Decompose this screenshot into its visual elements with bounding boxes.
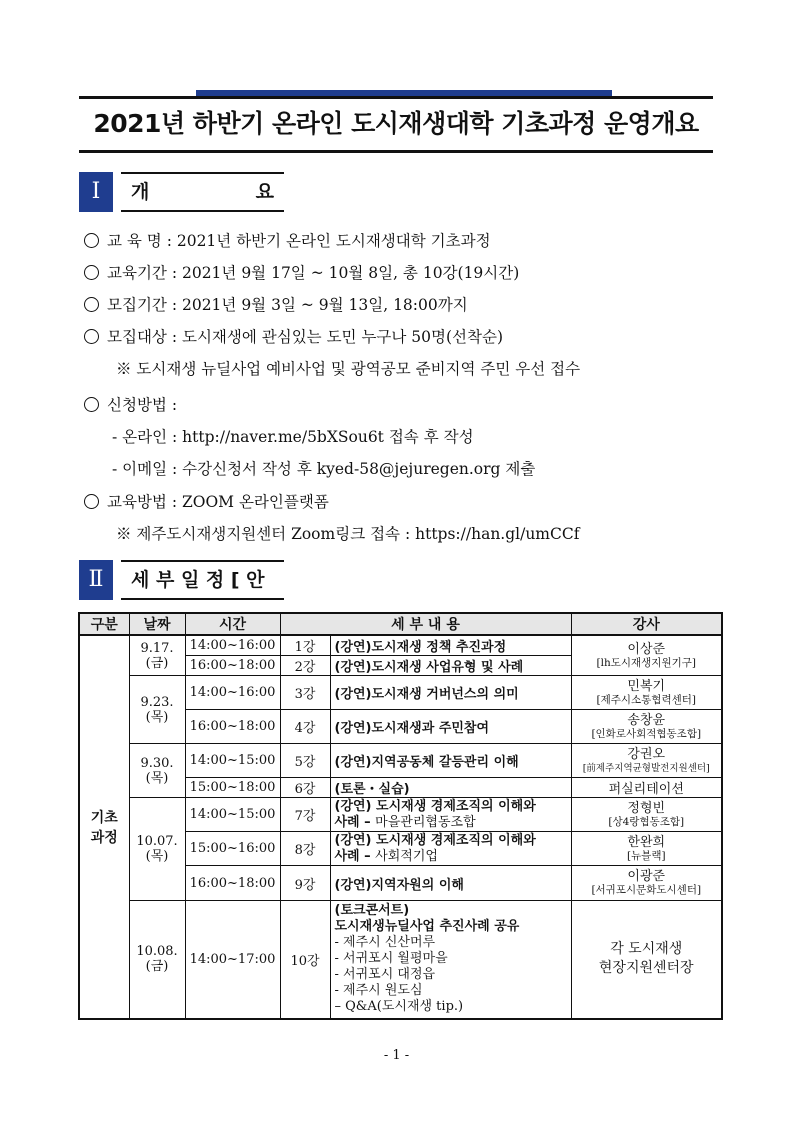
date-cell	[129, 635, 185, 676]
circle-bullet-icon	[84, 233, 99, 248]
lecturer-cell	[571, 744, 722, 778]
section-2-bottom-rule	[121, 598, 284, 600]
circle-bullet-icon	[84, 329, 99, 344]
overview-note-priority: ※ 도시재생 뉴딜사업 예비사업 및 광역공모 준비지역 주민 우선 접수	[116, 360, 581, 378]
content-cell: (토론・실습)	[330, 778, 571, 798]
header-category: 구분	[79, 613, 129, 635]
circle-bullet-icon	[84, 397, 99, 412]
lecture-no-cell: 8강	[280, 832, 330, 866]
content-item: - 서귀포시 대정읍	[334, 967, 436, 983]
overview-recruit-period-text: 모집기간 : 2021년 9월 3일 ~ 9월 13일, 18:00까지	[107, 296, 468, 314]
section-1-number: Ⅰ	[79, 172, 113, 212]
content-item: – Q&A(도시재생 tip.)	[334, 999, 464, 1015]
document-title: 2021년 하반기 온라인 도시재생대학 기초과정 운영개요	[93, 109, 699, 138]
header-lecturer: 강사	[571, 613, 722, 635]
overview-email-apply: - 이메일 : 수강신청서 작성 후 kyed-58@jejuregen.org 제출	[112, 460, 536, 478]
date-value: 9.23.	[140, 694, 174, 710]
overview-recruit-period	[84, 293, 468, 315]
date-value: 9.30.	[140, 755, 174, 771]
lecturer-name: 현장지원센터장	[598, 960, 694, 977]
content-cell: (강연)지역공동체 갈등관리 이해	[330, 744, 571, 778]
content-cell: (강연)지역자원의 이해	[330, 866, 571, 901]
overview-period-text: 교육기간 : 2021년 9월 17일 ~ 10월 8일, 총 10강(19시간)	[107, 264, 520, 282]
lecture-no-cell: 7강	[280, 798, 330, 832]
circle-bullet-icon	[84, 494, 99, 509]
title-bottom-rule	[79, 150, 713, 153]
lecture-no-cell: 2강	[280, 656, 330, 676]
page-number: - 1 -	[383, 1048, 410, 1063]
content-line: (강연) 도시재생 경제조직의 이해와	[334, 832, 536, 848]
time-cell: 15:00~16:00	[185, 832, 280, 866]
lecturer-org: [前제주지역균형발전지원센터]	[582, 762, 710, 774]
lecturer-cell	[571, 798, 722, 832]
section-2-title: 세 부 일 정 [ 안	[131, 569, 265, 591]
overview-apply-method-text: 신청방법 :	[107, 396, 178, 414]
day-value: (목)	[145, 849, 169, 864]
time-cell: 14:00~15:00	[185, 744, 280, 778]
content-cell: (강연)도시재생 사업유형 및 사례	[330, 656, 571, 676]
lecturer-name: 이상준	[627, 641, 666, 657]
content-line: 사례 –	[334, 848, 376, 864]
section-1-title-char-1: 개	[131, 181, 150, 203]
lecturer-cell	[571, 901, 722, 1019]
lecturer-cell: 퍼실리테이션	[571, 778, 722, 798]
content-cell: (강연)도시재생 정책 추진과정	[330, 635, 571, 656]
lecture-no-cell: 9강	[280, 866, 330, 901]
time-cell: 14:00~15:00	[185, 798, 280, 832]
lecturer-cell	[571, 635, 722, 676]
date-value: 9.17.	[140, 640, 174, 656]
lecturer-org: [서귀포시문화도시센터]	[591, 884, 702, 896]
content-cell	[330, 901, 571, 1019]
lecturer-cell	[571, 676, 722, 710]
content-cell: (강연)도시재생 거버넌스의 의미	[330, 676, 571, 710]
circle-bullet-icon	[84, 297, 99, 312]
section-2-number: Ⅱ	[79, 560, 113, 600]
time-cell: 16:00~18:00	[185, 866, 280, 901]
time-cell: 14:00~17:00	[185, 901, 280, 1019]
time-cell: 15:00~18:00	[185, 778, 280, 798]
overview-target-text: 모집대상 : 도시재생에 관심있는 도민 누구나 50명(선착순)	[107, 328, 504, 346]
lecturer-name: 강권오	[627, 746, 666, 762]
content-cell	[330, 832, 571, 866]
lecturer-org: [lh도시재생지원기구]	[596, 656, 696, 669]
date-value: 10.07.	[136, 834, 178, 849]
lecture-no-cell: 6강	[280, 778, 330, 798]
overview-target	[84, 325, 503, 347]
time-cell: 14:00~16:00	[185, 676, 280, 710]
day-value: (금)	[145, 959, 169, 975]
lecturer-name: 민복기	[627, 678, 666, 694]
date-cell	[129, 744, 185, 798]
date-cell	[129, 901, 185, 1019]
title-top-rule	[79, 96, 713, 99]
lecturer-org: [뉴블랙]	[626, 849, 666, 862]
date-cell	[129, 798, 185, 901]
time-cell: 16:00~18:00	[185, 710, 280, 744]
content-item: - 제주시 원도심	[334, 983, 423, 999]
section-1-title-char-2: 요	[255, 181, 274, 203]
header-date: 날짜	[129, 613, 185, 635]
table-header-row	[79, 613, 722, 635]
day-value: (목)	[145, 709, 169, 725]
lecture-no-cell: 3강	[280, 676, 330, 710]
lecture-no-cell: 10강	[280, 901, 330, 1019]
content-cell	[330, 798, 571, 832]
lecturer-name: 정형빈	[627, 800, 666, 816]
content-line: 사례 –	[334, 814, 376, 830]
section-2-title-box	[121, 560, 284, 600]
content-line: 도시재생뉴딜사업 추진사례 공유	[334, 919, 520, 935]
content-line: (토크콘서트)	[334, 903, 410, 919]
header-time: 시간	[185, 613, 280, 635]
overview-course-name	[84, 229, 491, 251]
day-value: (목)	[145, 770, 169, 786]
overview-period	[84, 261, 519, 283]
time-cell: 16:00~18:00	[185, 656, 280, 676]
lecture-no-cell: 4강	[280, 710, 330, 744]
table-row	[79, 798, 722, 832]
lecture-no-cell: 5강	[280, 744, 330, 778]
lecturer-org: [인화로사회적협동조합]	[591, 727, 702, 740]
overview-apply-method	[84, 393, 177, 415]
content-item: - 제주시 신산머루	[334, 935, 436, 951]
content-line: (강연) 도시재생 경제조직의 이해와	[334, 798, 536, 814]
table-row	[79, 635, 722, 656]
lecturer-name: 이광준	[627, 869, 666, 884]
lecturer-cell	[571, 866, 722, 901]
content-detail: 마을관리협동조합	[375, 814, 476, 830]
lecturer-name: 송창윤	[627, 712, 666, 728]
lecturer-name: 한완희	[627, 834, 666, 850]
section-1-bottom-rule	[121, 210, 284, 212]
lecture-no-cell: 1강	[280, 635, 330, 656]
overview-note-zoom: ※ 제주도시재생지원센터 Zoom링크 접속 : https://han.gl/umCCf	[116, 525, 580, 543]
overview-course-name-text: 교 육 명 : 2021년 하반기 온라인 도시재생대학 기초과정	[107, 232, 491, 250]
table-row	[79, 676, 722, 710]
overview-edu-method	[84, 490, 329, 512]
section-1-title-box	[121, 172, 284, 212]
overview-online-apply: - 온라인 : http://naver.me/5bXSou6t 접속 후 작성	[112, 428, 474, 446]
lecturer-cell	[571, 710, 722, 744]
table-row	[79, 901, 722, 1019]
content-item: - 서귀포시 월평마을	[334, 951, 448, 967]
header-content: 세 부 내 용	[280, 613, 571, 635]
date-cell	[129, 676, 185, 744]
table-row	[79, 744, 722, 778]
lecturer-cell	[571, 832, 722, 866]
day-value: (금)	[145, 655, 169, 671]
section-1-title	[131, 172, 274, 212]
circle-bullet-icon	[84, 265, 99, 280]
time-cell: 14:00~16:00	[185, 635, 280, 656]
overview-edu-method-text: 교육방법 : ZOOM 온라인플랫폼	[107, 493, 329, 511]
lecturer-org: [제주시소통협력센터]	[596, 693, 696, 706]
schedule-table	[78, 612, 723, 1020]
content-cell: (강연)도시재생과 주민참여	[330, 710, 571, 744]
content-detail: 사회적기업	[375, 848, 438, 864]
lecturer-name: 각 도시재생	[610, 941, 683, 958]
lecturer-org: [상4랑협동조합]	[608, 815, 685, 828]
date-value: 10.08.	[136, 944, 178, 960]
category-cell: 기초 과정	[79, 635, 129, 1019]
